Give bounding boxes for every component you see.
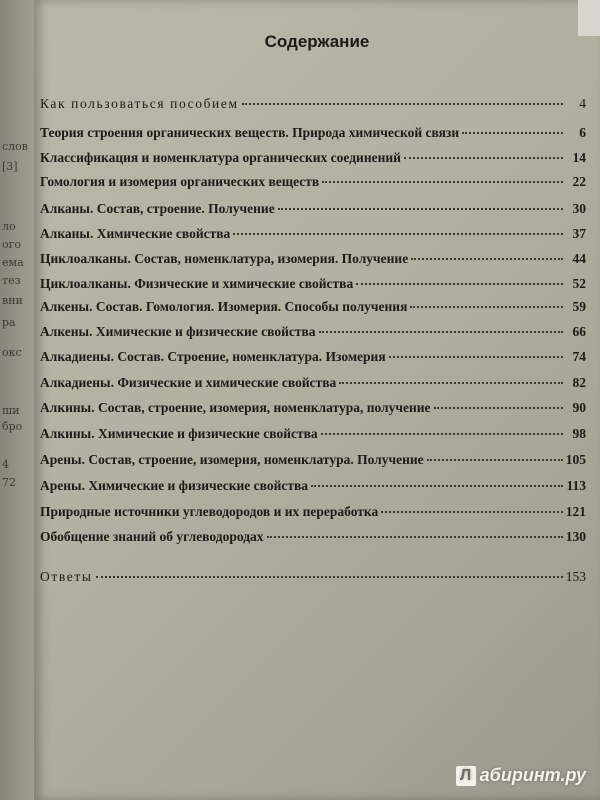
toc-row xyxy=(40,226,586,248)
toc-page-number: 98 xyxy=(572,426,586,441)
toc-label: Арены. Состав, строение, изомерия, номенклатура. Получение xyxy=(40,452,424,467)
toc-row xyxy=(40,251,586,273)
toc-label: Природные источники углеводородов и их переработка xyxy=(40,504,379,519)
toc-row xyxy=(40,96,586,118)
prev-page-fragment: 72 xyxy=(2,476,16,489)
labirint-logo-icon: Л xyxy=(456,766,476,786)
toc-label: Алкины. Состав, строение, изомерия, номенклатура, получение xyxy=(40,400,431,415)
toc-leader-dots xyxy=(339,382,563,384)
toc-leader-dots xyxy=(322,181,563,183)
prev-page-fragment: бро xyxy=(2,420,23,433)
toc-row xyxy=(40,400,586,422)
toc-leader-dots xyxy=(381,511,562,513)
toc-page-number: 66 xyxy=(572,324,586,339)
toc-row xyxy=(40,375,586,397)
toc-page-number: 37 xyxy=(572,226,586,241)
toc-label: Алкадиены. Физические и химические свойства xyxy=(40,375,337,390)
toc-label: Алкадиены. Состав. Строение, номенклатура. Изомерия xyxy=(40,349,386,364)
toc-label: Алкены. Состав. Гомология. Изомерия. Способы получения xyxy=(40,299,408,314)
toc-leader-dots xyxy=(233,233,563,235)
toc-page-number: 82 xyxy=(572,375,586,390)
toc-page-number: 6 xyxy=(579,125,586,140)
toc-leader-dots xyxy=(267,536,563,538)
toc-leader-dots xyxy=(356,283,563,285)
toc-page-number: 4 xyxy=(579,96,586,111)
corner-paper-scrap xyxy=(578,0,600,36)
prev-page-fragment: [3] xyxy=(2,160,18,173)
toc-page-number: 105 xyxy=(565,452,586,467)
toc-leader-dots xyxy=(434,407,563,409)
toc-label: Арены. Химические и физические свойства xyxy=(40,478,309,493)
toc-leader-dots xyxy=(410,306,563,308)
prev-page-fragment: ра xyxy=(2,316,16,329)
toc-label: Классификация и номенклатура органических соединений xyxy=(40,150,401,165)
toc-page-number: 121 xyxy=(565,504,586,519)
book-page xyxy=(34,0,600,800)
toc-page-number: 30 xyxy=(572,201,586,216)
toc-leader-dots xyxy=(311,485,563,487)
toc-label: Теория строения органических веществ. Природа химической связи xyxy=(40,125,460,140)
toc-row xyxy=(40,478,586,500)
toc-page-number: 44 xyxy=(572,251,586,266)
prev-page-fragment: ло xyxy=(2,220,16,233)
toc-row xyxy=(40,324,586,346)
toc-row xyxy=(40,174,586,196)
toc-label: Циклоалканы. Физические и химические свойства xyxy=(40,276,354,291)
toc-row xyxy=(40,150,586,172)
toc-row xyxy=(40,125,586,147)
toc-leader-dots xyxy=(242,103,563,105)
toc-leader-dots xyxy=(462,132,563,134)
prev-page-fragment: слов xyxy=(2,140,28,153)
prev-page-fragment: тез xyxy=(2,274,21,287)
prev-page-fragment: 4 xyxy=(2,458,9,471)
toc-leader-dots xyxy=(427,459,563,461)
toc-row xyxy=(40,201,586,223)
toc-row xyxy=(40,452,586,474)
prev-page-fragment: ого xyxy=(2,238,22,251)
prev-page-fragment: вни xyxy=(2,294,23,307)
toc-page-number: 153 xyxy=(565,569,586,584)
toc-leader-dots xyxy=(404,157,563,159)
toc-page-number: 52 xyxy=(572,276,586,291)
toc-leader-dots xyxy=(389,356,563,358)
prev-page-fragment: окс xyxy=(2,346,22,359)
toc-page-number: 130 xyxy=(565,529,586,544)
previous-page-edge xyxy=(0,0,34,800)
toc-label: Алкины. Химические и физические свойства xyxy=(40,426,318,441)
toc-page-number: 59 xyxy=(572,299,586,314)
toc-row xyxy=(40,569,586,591)
toc-row xyxy=(40,349,586,371)
toc-page-number: 74 xyxy=(572,349,586,364)
prev-page-fragment: ши xyxy=(2,404,20,417)
toc-leader-dots xyxy=(321,433,563,435)
prev-page-fragment: ема xyxy=(2,256,24,269)
toc-label: Алканы. Состав, строение. Получение xyxy=(40,201,275,216)
toc-label: Алкены. Химические и физические свойства xyxy=(40,324,316,339)
toc-label: Ответы xyxy=(40,569,93,584)
toc-page-number: 22 xyxy=(572,174,586,189)
toc-label: Гомология и изомерия органических веществ xyxy=(40,174,320,189)
toc-leader-dots xyxy=(411,258,563,260)
toc-leader-dots xyxy=(278,208,563,210)
toc-row xyxy=(40,426,586,448)
watermark-text: абиринт.ру xyxy=(479,765,586,785)
toc-label: Алканы. Химические свойства xyxy=(40,226,231,241)
toc-label: Обобщение знаний об углеводородах xyxy=(40,529,264,544)
labirint-watermark xyxy=(456,765,586,786)
toc-leader-dots xyxy=(319,331,563,333)
toc-page-number: 90 xyxy=(572,400,586,415)
toc-page-number: 113 xyxy=(566,478,586,493)
toc-row xyxy=(40,276,586,298)
page-title: Содержание xyxy=(264,32,370,51)
toc-leader-dots xyxy=(96,576,563,578)
toc-row xyxy=(40,299,586,321)
toc-row xyxy=(40,529,586,551)
toc-label: Как пользоваться пособием xyxy=(40,96,239,111)
toc-row xyxy=(40,504,586,526)
toc-label: Циклоалканы. Состав, номенклатура, изомерия. Получение xyxy=(40,251,409,266)
toc-page-number: 14 xyxy=(572,150,586,165)
